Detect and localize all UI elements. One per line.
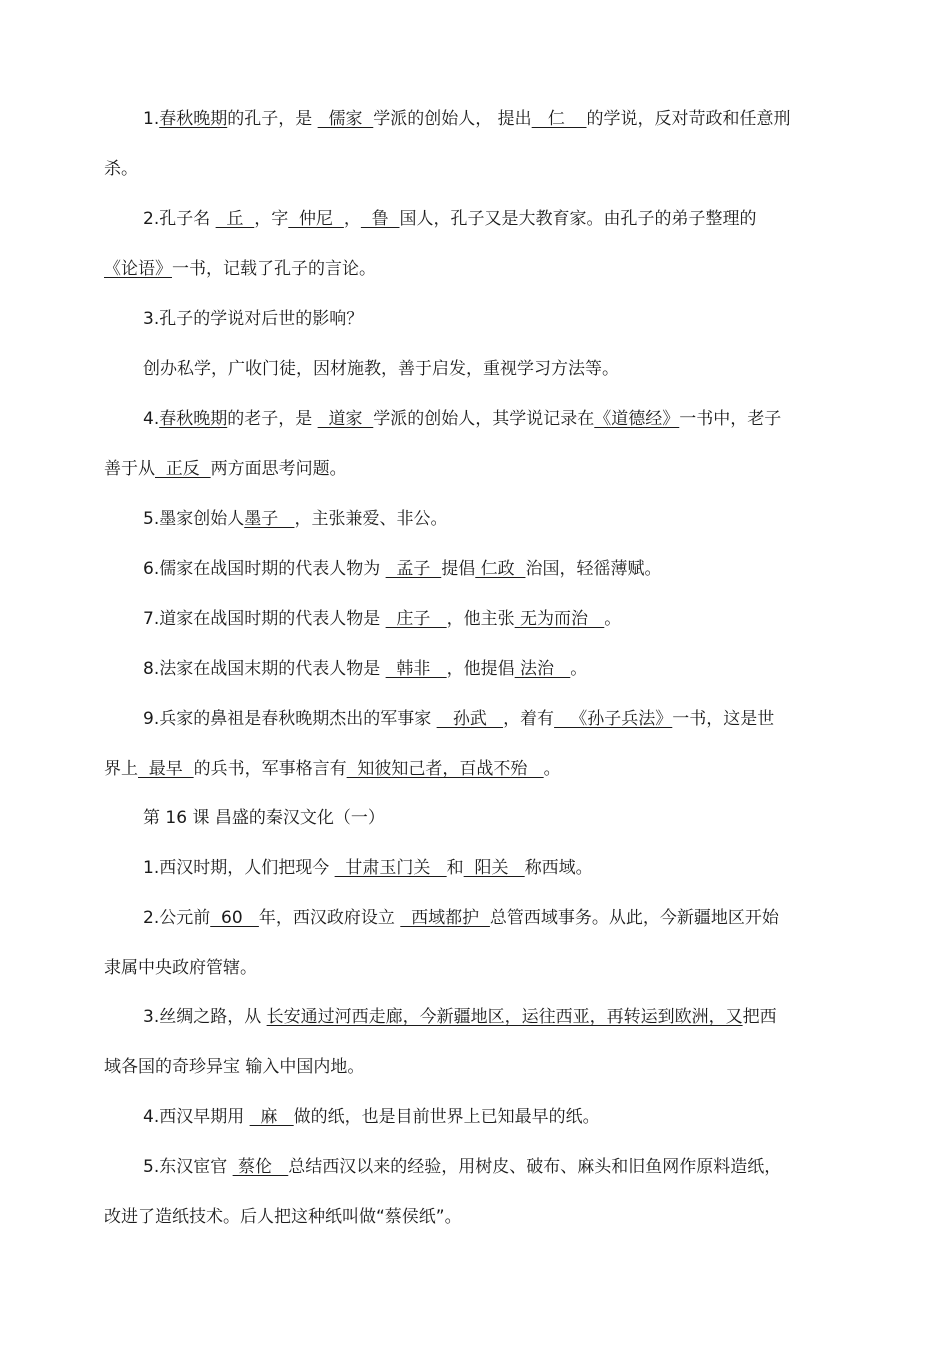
answer-blank: 庄子 xyxy=(385,609,447,629)
section-heading xyxy=(143,806,385,830)
answer-blank: 仁 xyxy=(531,109,587,129)
answer-blank: 鲁 xyxy=(360,209,400,229)
text: 隶属中央政府管辖。 xyxy=(104,958,257,978)
answer-blank: 《论语》 xyxy=(104,259,172,279)
text: 提倡 xyxy=(441,559,476,579)
answer-blank: 知彼知己者，百战不殆 xyxy=(346,759,544,779)
answer-blank: 麻 xyxy=(249,1107,294,1127)
text: 2.公元前 xyxy=(143,908,211,928)
text: 2.孔子名 xyxy=(143,209,216,229)
text: 改进了造纸技术。后人把这种纸叫做“蔡侯纸”。 xyxy=(104,1207,462,1227)
answer-blank: 墨子 xyxy=(244,509,295,529)
text: 总结西汉以来的经验，用树皮、破布、麻头和旧鱼网作原料造纸， xyxy=(288,1157,782,1177)
text: 3.丝绸之路，从 xyxy=(143,1007,267,1027)
text-line xyxy=(104,157,138,181)
text-line xyxy=(143,207,757,231)
text: 和 xyxy=(446,858,464,878)
text: ， xyxy=(343,209,361,229)
answer-blank: 儒家 xyxy=(317,109,374,129)
answer-blank: 仁政 xyxy=(475,559,526,579)
text-line xyxy=(143,1105,600,1129)
text: ，他主张 xyxy=(446,609,515,629)
text-line xyxy=(143,557,661,581)
answer-blank: 孟子 xyxy=(385,559,442,579)
text: 3.孔子的学说对后世的影响？ xyxy=(143,309,364,329)
text-line xyxy=(104,257,376,281)
answer-blank: 蔡伦 xyxy=(232,1157,289,1177)
text: 1. xyxy=(143,109,160,129)
text-line xyxy=(143,307,363,331)
text: 两方面思考问题。 xyxy=(210,459,347,479)
text: 域各国的奇珍异宝 输入中国内地。 xyxy=(104,1057,365,1077)
text-line xyxy=(143,607,621,631)
answer-blank: 《孙子兵法》 xyxy=(554,709,673,729)
answer-blank: 孙武 xyxy=(436,709,504,729)
text: 。 xyxy=(543,759,561,779)
answer-blank: 西域都护 xyxy=(400,908,490,928)
text: 总管西域事务。从此，今新疆地区开始 xyxy=(489,908,779,928)
answer-blank: 最早 xyxy=(138,759,194,779)
text-line xyxy=(104,457,347,481)
text-line xyxy=(143,707,774,731)
text: 4. xyxy=(143,409,160,429)
text: ，主张兼爱、非公。 xyxy=(294,509,448,529)
text: ，字 xyxy=(254,209,289,229)
text: ，着有 xyxy=(503,709,555,729)
text: ，他提倡 xyxy=(446,659,515,679)
text: 一书，这是世 xyxy=(672,709,775,729)
answer-blank: 《道德经》 xyxy=(594,409,680,429)
text: 4.西汉早期用 xyxy=(143,1107,250,1127)
text: 6.儒家在战国时期的代表人物为 xyxy=(143,559,386,579)
text-line xyxy=(104,956,257,980)
text-line xyxy=(143,507,447,531)
text-line xyxy=(143,1005,777,1029)
text: 。 xyxy=(570,659,588,679)
text-line xyxy=(143,906,779,930)
text: 做的纸，也是目前世界上已知最早的纸。 xyxy=(293,1107,600,1127)
answer-blank: 正反 xyxy=(155,459,211,479)
text-line xyxy=(143,856,593,880)
text: 把西 xyxy=(742,1007,777,1027)
answer-blank: 丘 xyxy=(215,209,255,229)
answer-blank: 仲尼 xyxy=(288,209,344,229)
answer-blank: 长安通过河西走廊，今新疆地区，运往西亚，再转运到欧洲，又 xyxy=(266,1007,743,1027)
text: 国人，孔子又是大教育家。由孔子的弟子整理的 xyxy=(399,209,757,229)
text: 1.西汉时期，人们把现今 xyxy=(143,858,335,878)
text-line xyxy=(143,107,791,131)
text: 治国，轻徭薄赋。 xyxy=(525,559,662,579)
text-line xyxy=(143,407,781,431)
text: 称西域。 xyxy=(524,858,593,878)
text: 9.兵家的鼻祖是春秋晚期杰出的军事家 xyxy=(143,709,437,729)
text: 杀。 xyxy=(104,159,138,179)
text: 界上 xyxy=(104,759,138,779)
text-line xyxy=(104,757,561,781)
text: 年，西汉政府设立 xyxy=(258,908,401,928)
answer-blank: 甘肃玉门关 xyxy=(334,858,447,878)
text: 一书，记载了孔子的言论。 xyxy=(172,259,376,279)
underlined-text: 春秋晚期 xyxy=(159,409,228,429)
answer-blank: 阳关 xyxy=(463,858,525,878)
text: 创办私学，广收门徒，因材施教，善于启发，重视学习方法等。 xyxy=(143,359,619,379)
text-line xyxy=(143,357,619,381)
answer-blank: 道家 xyxy=(317,409,374,429)
text: 的兵书，军事格言有 xyxy=(193,759,347,779)
answer-blank: 60 xyxy=(210,908,259,928)
text: 7.道家在战国时期的代表人物是 xyxy=(143,609,386,629)
text: 善于从 xyxy=(104,459,155,479)
text-line xyxy=(143,1155,781,1179)
text: 的学说，反对苛政和任意刑 xyxy=(586,109,791,129)
text-line xyxy=(104,1205,462,1229)
text: 5.东汉宦官 xyxy=(143,1157,233,1177)
answer-blank: 无为而治 xyxy=(514,609,605,629)
text: 学派的创始人， 提出 xyxy=(373,109,532,129)
text: 的孔子，是 xyxy=(227,109,318,129)
text: 一书中，老子 xyxy=(679,409,782,429)
answer-blank: 韩非 xyxy=(385,659,447,679)
heading-text: 第 16 课 昌盛的秦汉文化（一） xyxy=(143,808,385,828)
answer-blank: 法治 xyxy=(514,659,571,679)
underlined-text: 春秋晚期 xyxy=(159,109,228,129)
text: 学派的创始人，其学说记录在 xyxy=(373,409,595,429)
text: 的老子，是 xyxy=(227,409,318,429)
text-line xyxy=(143,657,587,681)
text: 。 xyxy=(604,609,622,629)
text-line xyxy=(104,1055,364,1079)
text: 5.墨家创始人 xyxy=(143,509,245,529)
text: 8.法家在战国末期的代表人物是 xyxy=(143,659,386,679)
